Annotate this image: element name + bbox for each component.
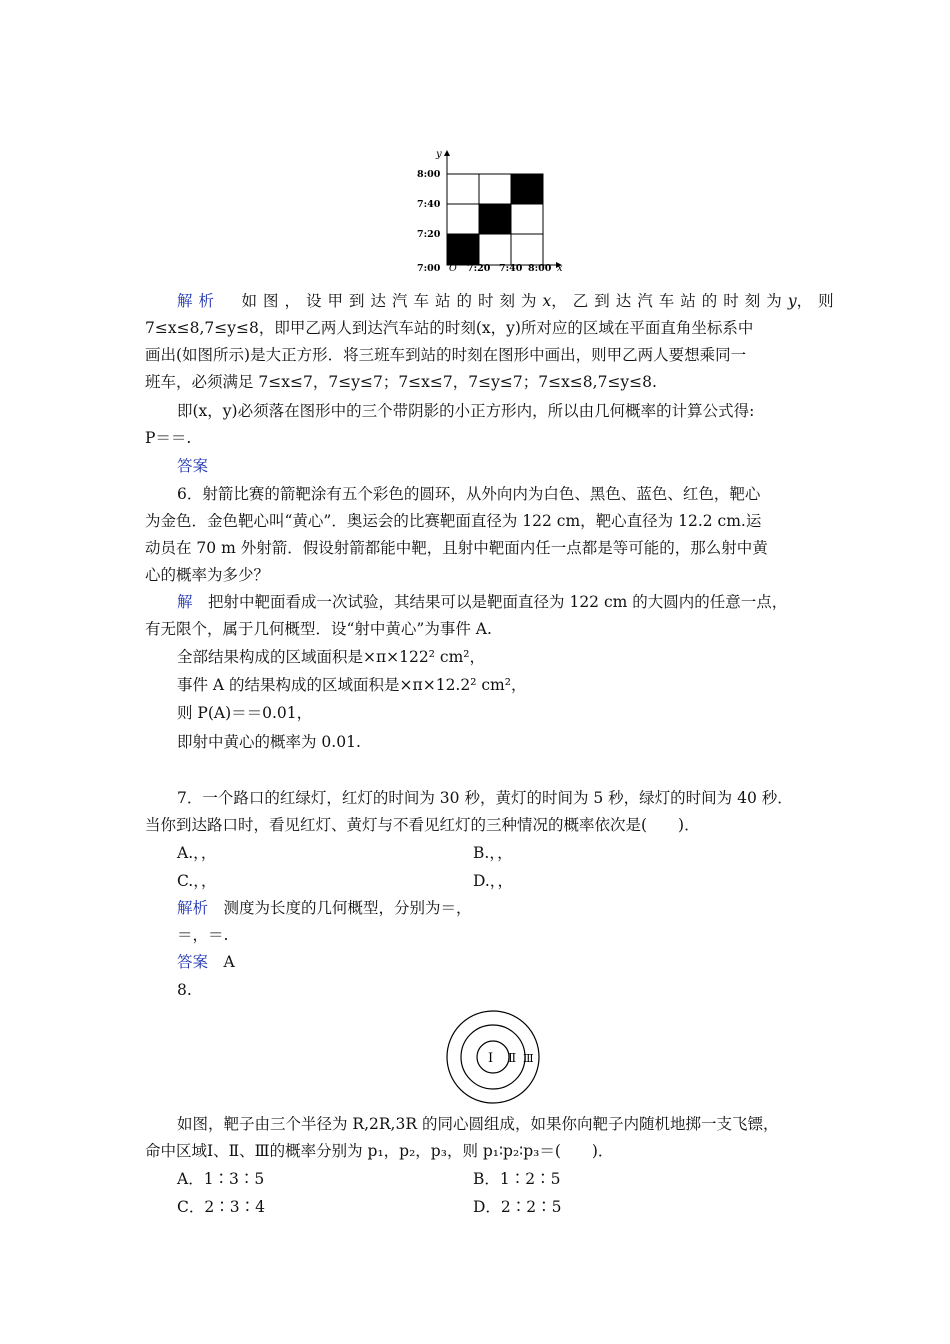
region-label-1: Ⅰ bbox=[488, 1051, 494, 1066]
analysis-tag: 解析 bbox=[177, 899, 209, 917]
q7-option-d: D.，， bbox=[473, 872, 514, 890]
q6-sol-line-6: 即射中黄心的概率为 0.01. bbox=[177, 733, 361, 751]
x-tick-720: 7:20 bbox=[467, 263, 491, 274]
q6-line-1: 6．射箭比赛的箭靶涂有五个彩色的圆环，从外向内为白色、黑色、蓝色、红色，靶心 bbox=[177, 485, 761, 503]
y-tick-720: 7:20 bbox=[417, 229, 441, 240]
x-tick-740: 7:40 bbox=[499, 263, 523, 274]
p5-line-2: 7≤x≤8,7≤y≤8，即甲乙两人到达汽车站的时刻(x，y)所对应的区域在平面直角坐标系中 bbox=[145, 319, 754, 337]
x-tick-800: 8:00 bbox=[528, 263, 552, 274]
p5-line-6: P＝＝. bbox=[145, 429, 192, 447]
shaded-square-2 bbox=[479, 204, 511, 234]
answer-tag: 答案 bbox=[177, 953, 209, 971]
region-label-3: Ⅲ bbox=[523, 1052, 534, 1065]
p5-line-4: 班车，必须满足 7≤x≤7，7≤y≤7；7≤x≤7，7≤y≤7；7≤x≤8,7≤y≤8. bbox=[145, 373, 657, 391]
p5-line-1: 解析 如图，设甲到达汽车站的时刻为x，乙到达汽车站的时刻为y，则 bbox=[177, 292, 840, 310]
answer-tag: 答案 bbox=[177, 457, 209, 475]
q7-option-b: B.，， bbox=[473, 844, 513, 862]
q8-line-1: 如图，靶子由三个半径为 R,2R,3R 的同心圆组成，如果你向靶子内随机地掷一支飞镖， bbox=[177, 1115, 779, 1133]
analysis-tag: 解析 bbox=[177, 292, 221, 310]
shaded-square-1 bbox=[447, 234, 479, 265]
q6-sol-line-4: 事件 A 的结果构成的区域面积是×π×12.2² cm²， bbox=[177, 676, 527, 694]
q8-option-d: D．2∶2∶5 bbox=[473, 1198, 562, 1216]
q8-option-a: A．1∶3∶5 bbox=[177, 1170, 265, 1188]
answer-value: A bbox=[223, 953, 235, 971]
region-label-2: Ⅱ bbox=[508, 1051, 517, 1065]
solution-tag: 解 bbox=[177, 593, 193, 611]
q6-sol-line-1: 解 把射中靶面看成一次试验，其结果可以是靶面直径为 122 cm 的大圆内的任意一点， bbox=[177, 593, 788, 611]
p5-line-3: 画出(如图所示)是大正方形．将三班车到站的时刻在图形中画出，则甲乙两人要想乘同一 bbox=[145, 346, 747, 364]
q7-answer-line bbox=[177, 949, 235, 975]
q6-sol-line-3: 全部结果构成的区域面积是×π×122² cm²， bbox=[177, 648, 485, 666]
time-grid-figure bbox=[405, 145, 575, 280]
x-axis-label: x bbox=[557, 263, 563, 274]
q7-line-2: 当你到达路口时，看见红灯、黄灯与不看见红灯的三种情况的概率依次是( )． bbox=[145, 816, 700, 834]
q7-line-1: 7．一个路口的红绿灯，红灯的时间为 30 秒，黄灯的时间为 5 秒，绿灯的时间为 40 秒． bbox=[177, 789, 793, 807]
q8-number: 8. bbox=[177, 981, 192, 999]
q7-option-a: A.，， bbox=[177, 844, 217, 862]
shaded-square-3 bbox=[511, 174, 543, 204]
q7-analysis-line-2: ＝，＝. bbox=[177, 926, 229, 944]
q8-option-c: C．2∶3∶4 bbox=[177, 1198, 265, 1216]
y-tick-740: 7:40 bbox=[417, 199, 441, 210]
y-tick-800: 8:00 bbox=[417, 169, 441, 180]
q6-sol-line-5: 则 P(A)＝＝0.01， bbox=[177, 704, 313, 722]
x-tick-700: 7:00 bbox=[417, 263, 441, 274]
q7-option-c: C.，， bbox=[177, 872, 217, 890]
concentric-target-figure bbox=[444, 1010, 544, 1110]
q6-line-3: 动员在 70 m 外射箭．假设射箭都能中靶，且射中靶面内任一点都是等可能的，那么射中黄 bbox=[145, 539, 768, 557]
q6-line-2: 为金色．金色靶心叫“黄心”．奥运会的比赛靶面直径为 122 cm，靶心直径为 12.2 cm.运 bbox=[145, 512, 762, 530]
q6-line-4: 心的概率为多少？ bbox=[145, 566, 270, 584]
q8-option-b: B．1∶2∶5 bbox=[473, 1170, 561, 1188]
q7-analysis-line-1: 解析 测度为长度的几何概型，分别为＝， bbox=[177, 899, 472, 917]
y-axis-label: y bbox=[436, 149, 442, 160]
p5-line-5: 即(x，y)必须落在图形中的三个带阴影的小正方形内，所以由几何概率的计算公式得: bbox=[177, 402, 755, 420]
q8-line-2: 命中区域Ⅰ、Ⅱ、Ⅲ的概率分别为 p₁，p₂，p₃，则 p₁∶p₂∶p₃＝( )． bbox=[145, 1142, 614, 1160]
origin-label: O bbox=[449, 263, 457, 274]
q6-sol-line-2: 有无限个，属于几何概型．设“射中黄心”为事件 A. bbox=[145, 620, 492, 638]
